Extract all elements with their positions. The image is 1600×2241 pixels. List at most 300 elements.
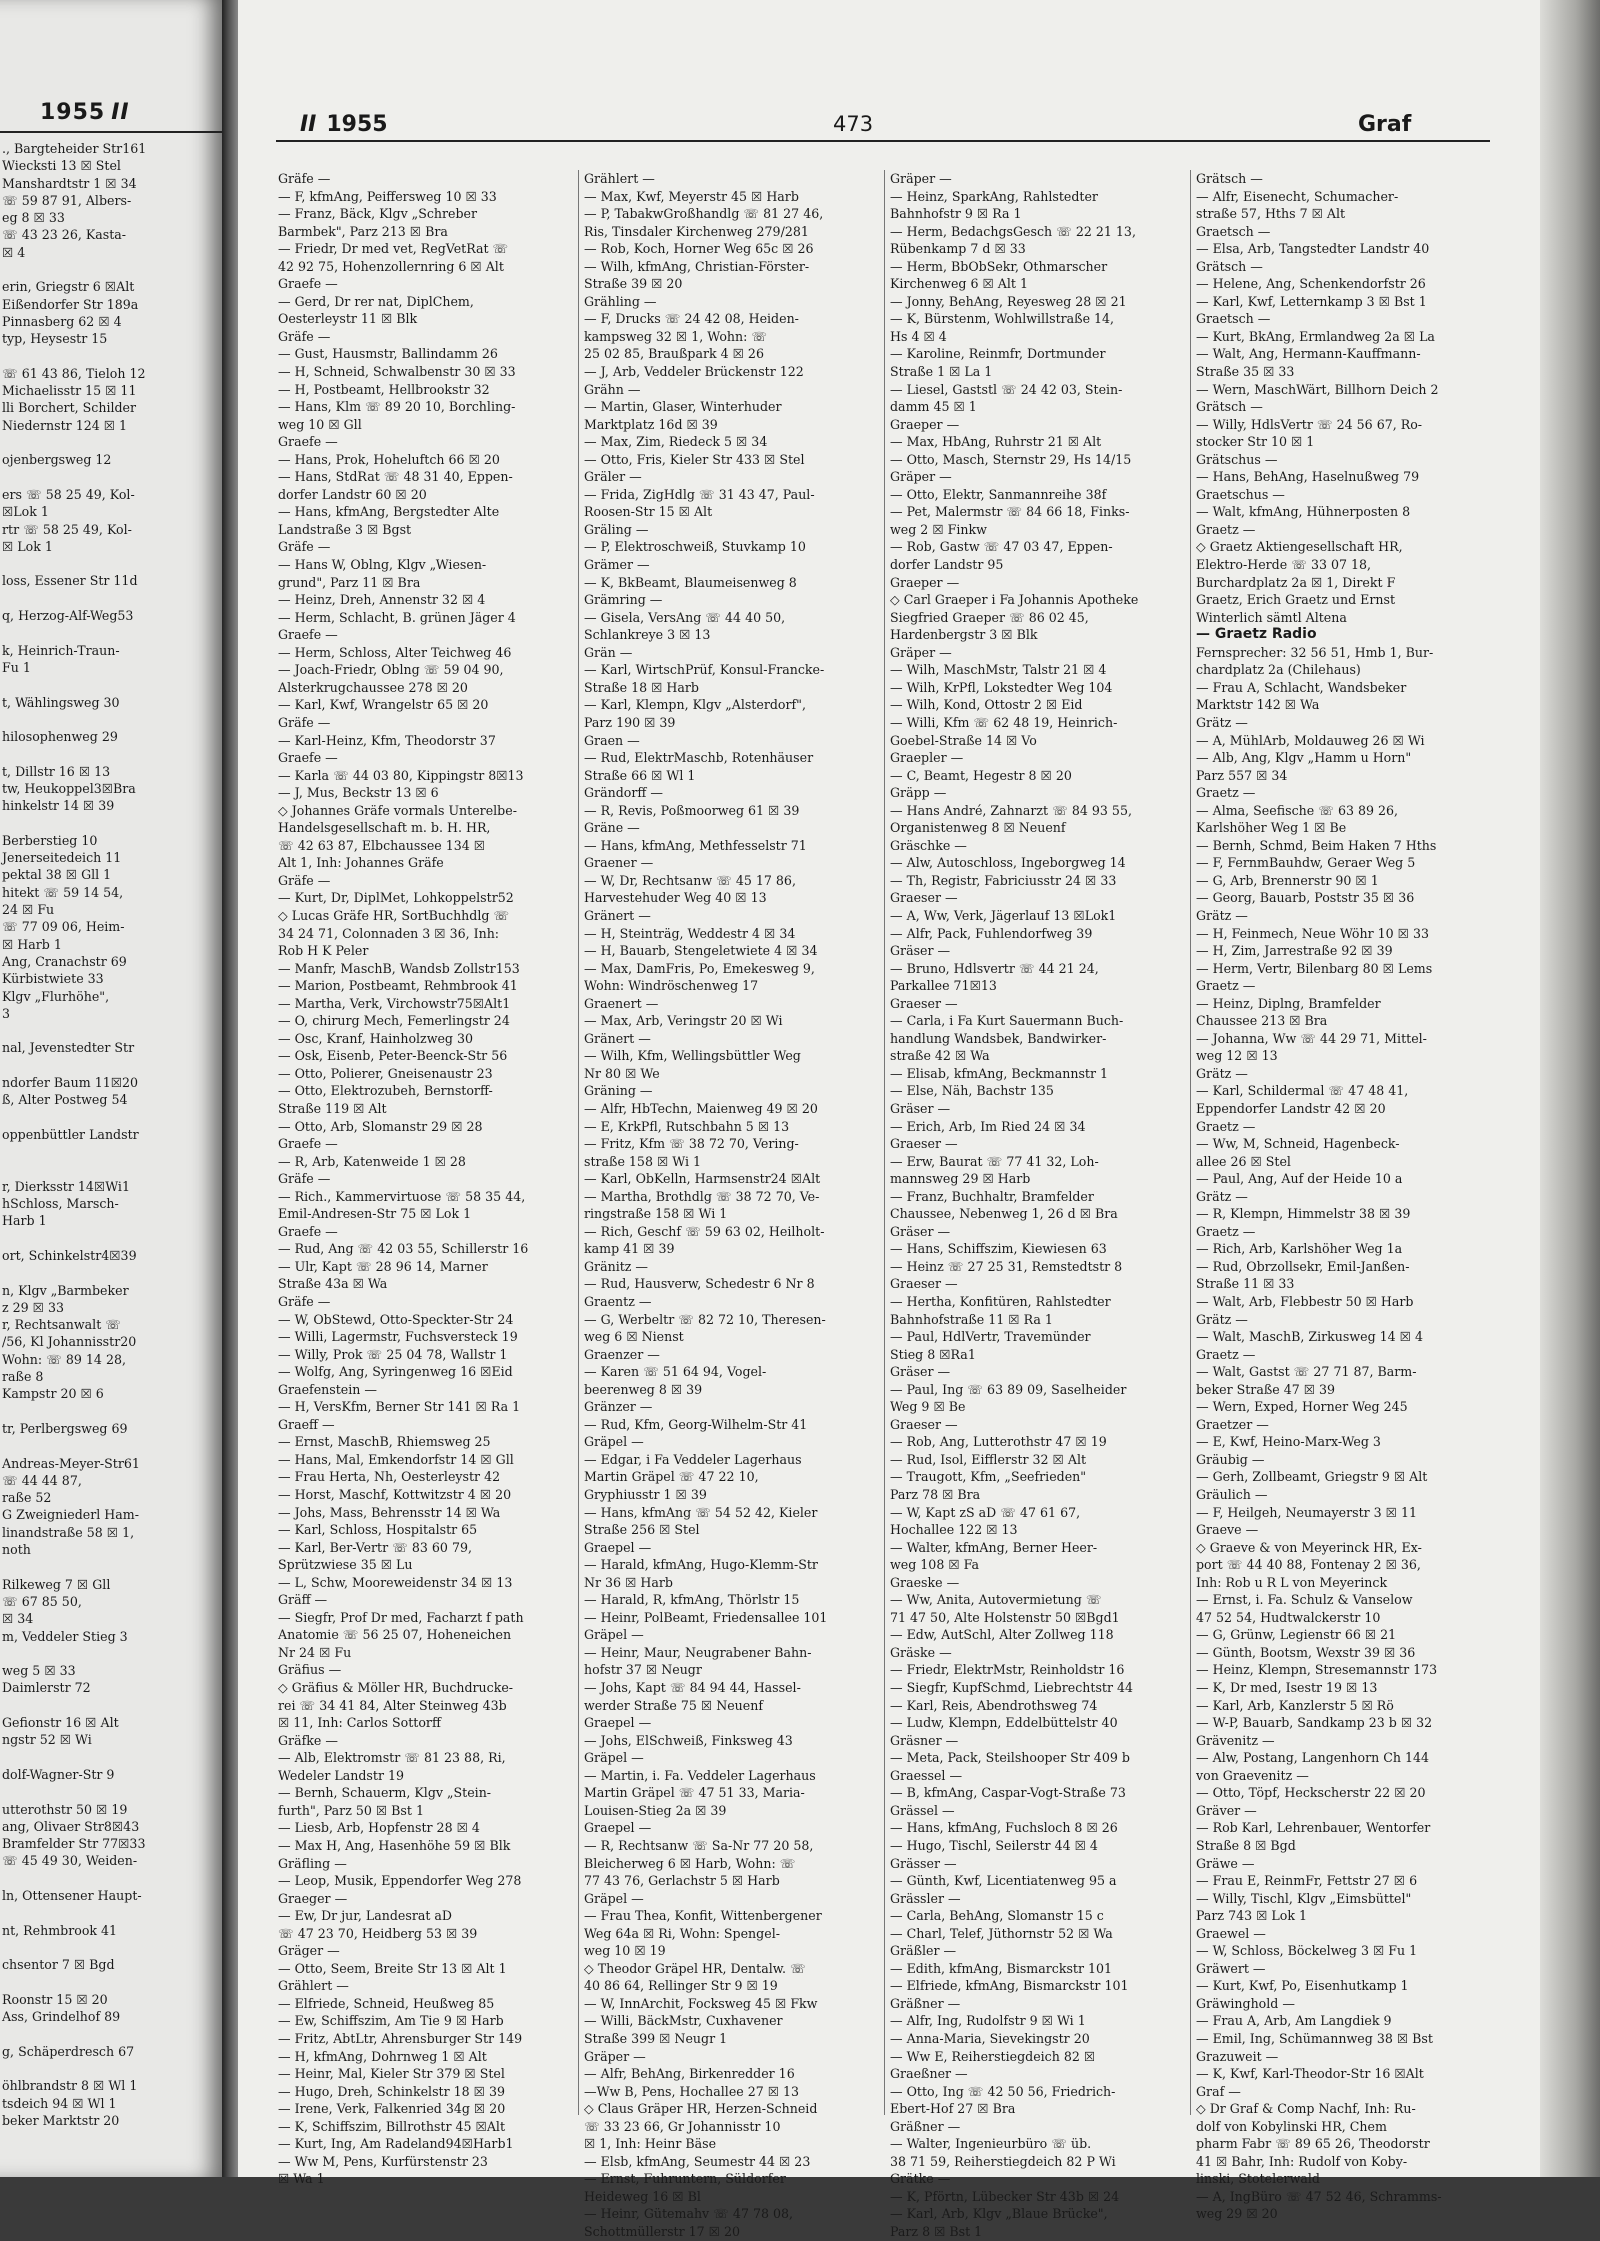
directory-entry: — R, Arb, Katenweide 1 ☒ 28	[278, 1153, 466, 1169]
surname-heading: Gräsner —	[890, 1732, 959, 1748]
directory-entry: — Siegfr, KupfSchmd, Liebrechtstr 44	[890, 1680, 1134, 1696]
surname-heading: Gräfe —	[278, 171, 331, 186]
surname-heading: Gräßler —	[890, 1943, 957, 1959]
directory-entry: — Karl, Klempn, Klgv „Alsterdorf",	[584, 697, 806, 713]
directory-entry: Parz 78 ☒ Bra	[890, 1487, 981, 1503]
directory-entry: Nr 36 ☒ Harb	[584, 1574, 673, 1590]
directory-entry: — Irene, Verk, Falkenried 34g ☒ 20	[278, 2101, 506, 2117]
directory-entry: Rob H K Peler	[278, 943, 369, 959]
directory-entry: — G, Arb, Brennerstr 90 ☒ 1	[1196, 872, 1379, 888]
directory-entry: Louisen-Stieg 2a ☒ 39	[584, 1802, 727, 1818]
directory-entry: — Carla, BehAng, Slomanstr 15 c	[890, 1908, 1104, 1924]
surname-heading: Gräff —	[278, 1592, 328, 1608]
directory-entry: kampsweg 32 ☒ 1, Wohn: ☏	[584, 328, 768, 344]
left-page-line: r, Rechtsanwalt ☏	[2, 1317, 122, 1333]
directory-entry: — Hertha, Konfitüren, Rahlstedter	[890, 1294, 1111, 1309]
directory-entry: — H, kfmAng, Dohrnweg 1 ☒ Alt	[278, 2048, 487, 2064]
directory-entry: Bahnhofstr 9 ☒ Ra 1	[890, 206, 1022, 222]
directory-entry: straße 158 ☒ Wi 1	[584, 1153, 702, 1169]
left-page-line	[2, 1973, 220, 1990]
surname-heading: Graefe —	[278, 627, 338, 643]
directory-entry: — Wern, Exped, Horner Weg 245	[1196, 1399, 1408, 1415]
surname-heading: Grändorff —	[584, 785, 663, 801]
directory-entry: Harvestehuder Weg 40 ☒ 13	[584, 890, 767, 906]
surname-heading: Grazuweit —	[1196, 2048, 1279, 2064]
surname-heading: Grähling —	[584, 293, 657, 309]
directory-entry: — Johs, Mass, Behrensstr 14 ☒ Wa	[278, 1504, 501, 1520]
surname-heading: Grätschus —	[1196, 451, 1278, 467]
directory-entry: — Leop, Musik, Eppendorfer Weg 278	[278, 1873, 522, 1889]
surname-heading: Graefe —	[278, 1223, 338, 1239]
left-page-line: g, Schäperdresch 67	[2, 2043, 135, 2059]
directory-entry: — Heinz, Dreh, Annenstr 32 ☒ 4	[278, 592, 486, 608]
left-page-line: 3	[2, 1005, 11, 1021]
surname-heading: Gräfe —	[278, 1294, 331, 1309]
left-page-line: Jenerseitedeich 11	[2, 850, 122, 866]
directory-entry: Bleicherweg 6 ☒ Harb, Wohn: ☏	[584, 1855, 796, 1871]
directory-entry: — Bruno, Hdlsvertr ☏ 44 21 24,	[890, 960, 1099, 976]
left-page-line: z 29 ☒ 33	[2, 1299, 64, 1315]
directory-entry: — Otto, Arb, Slomanstr 29 ☒ 28	[278, 1118, 483, 1134]
directory-entry: — Rud, Ang ☏ 42 03 55, Schillerstr 16	[278, 1241, 529, 1257]
directory-entry: — Alfr, Ing, Rudolfstr 9 ☒ Wi 1	[890, 2013, 1086, 2029]
directory-entry: — Ew, Schiffszim, Am Tie 9 ☒ Harb	[278, 2013, 504, 2029]
left-page-line: m, Veddeler Stieg 3	[2, 1628, 128, 1644]
left-page-line	[2, 1161, 220, 1178]
column-divider	[1190, 170, 1191, 2115]
directory-entry: beker Straße 47 ☒ 39	[1196, 1381, 1336, 1397]
directory-entry: Landstraße 3 ☒ Bgst	[278, 521, 412, 537]
directory-entry: — G, Grünw, Legienstr 66 ☒ 21	[1196, 1627, 1397, 1643]
surname-heading: Grätz —	[1196, 1188, 1248, 1204]
directory-entry: — G, Werbeltr ☏ 82 72 10, Theresen-	[584, 1311, 826, 1327]
surname-heading: Graen —	[584, 732, 640, 748]
left-page-line	[2, 1264, 220, 1281]
firm-entry: ◇ Johannes Gräfe vormals Unterelbe-	[278, 802, 517, 818]
surname-heading: Grässer —	[890, 1855, 957, 1871]
directory-entry: — Hans, kfmAng ☏ 54 52 42, Kieler	[584, 1504, 818, 1520]
surname-heading: Gräfe —	[278, 1171, 331, 1187]
directory-entry: 38 71 59, Reiherstiegdeich 82 P Wi	[890, 2153, 1116, 2169]
directory-entry: Nr 24 ☒ Fu	[278, 1644, 352, 1660]
directory-column-2	[584, 170, 880, 2241]
surname-heading: Graefe —	[278, 1136, 338, 1152]
directory-entry: — Elfriede, kfmAng, Bismarckstr 101	[890, 1978, 1129, 1994]
directory-entry: weg 12 ☒ 13	[1196, 1048, 1278, 1064]
directory-entry: Fernsprecher: 32 56 51, Hmb 1, Bur-	[1196, 644, 1434, 660]
directory-entry: — Hans, kfmAng, Fuchsloch 8 ☒ 26	[890, 1820, 1118, 1836]
left-page-line: q, Herzog-Alf-Weg53	[2, 608, 134, 624]
left-page-line: r, Dierksstr 14☒Wi1	[2, 1178, 130, 1194]
directory-entry: Eppendorfer Landstr 42 ☒ 20	[1196, 1100, 1386, 1116]
directory-entry: — Hans André, Zahnarzt ☏ 84 93 55,	[890, 802, 1132, 818]
firm-entry: ◇ Graeve & von Meyerinck HR, Ex-	[1196, 1539, 1422, 1555]
left-page-year: 1955	[40, 100, 106, 125]
left-page-line	[2, 1230, 220, 1247]
surname-heading: Gräfius —	[278, 1662, 342, 1678]
directory-entry: — Frau A, Schlacht, Wandsbeker	[1196, 679, 1407, 695]
surname-heading: Graeger —	[278, 1890, 348, 1906]
directory-entry: — Else, Näh, Bachstr 135	[890, 1083, 1054, 1099]
left-page-line: ☏ 43 23 26, Kasta-	[2, 227, 127, 243]
directory-entry: — Otto, Polierer, Gneisenaustr 23	[278, 1065, 493, 1081]
surname-heading: Gräske —	[890, 1644, 952, 1660]
directory-entry: — Max, HbAng, Ruhrstr 21 ☒ Alt	[890, 434, 1102, 450]
directory-entry: — R, Rechtsanw ☏ Sa-Nr 77 20 58,	[584, 1837, 814, 1853]
directory-entry: Hardenbergstr 3 ☒ Blk	[890, 627, 1038, 643]
directory-entry: — Rud, Isol, Eifflerstr 32 ☒ Alt	[890, 1451, 1087, 1467]
directory-entry: — W, Dr, Rechtsanw ☏ 45 17 86,	[584, 872, 796, 888]
surname-heading: Graetz —	[1196, 1346, 1256, 1362]
directory-entry: — Günth, Kwf, Licentiatenweg 95 a	[890, 1873, 1117, 1889]
left-page-line: raße 8	[2, 1369, 44, 1385]
directory-entry: Straße 35 ☒ 33	[1196, 364, 1295, 380]
left-page-line	[2, 469, 220, 486]
left-page-line: ort, Schinkelstr4☒39	[2, 1248, 137, 1263]
surname-heading: Gräning —	[584, 1083, 653, 1099]
surname-heading: Graener —	[584, 855, 654, 871]
left-page-line: Fu 1	[2, 659, 31, 675]
left-page-line	[2, 1437, 220, 1454]
directory-entry: Emil-Andresen-Str 75 ☒ Lok 1	[278, 1206, 472, 1222]
surname-heading: Gränzer —	[584, 1399, 653, 1415]
directory-entry: Weg 64a ☒ Ri, Wohn: Spengel-	[584, 1925, 780, 1941]
left-page-line: ., Bargteheider Str161	[2, 141, 147, 156]
directory-entry: — Harald, kfmAng, Hugo-Klemm-Str	[584, 1557, 818, 1573]
directory-entry: — Heinz, SparkAng, Rahlstedter	[890, 188, 1098, 204]
directory-entry: — Fritz, AbtLtr, Ahrensburger Str 149	[278, 2030, 523, 2046]
directory-entry: ☏ 47 23 70, Heidberg 53 ☒ 39	[278, 1925, 478, 1941]
directory-entry: — Alfr, Eisenecht, Schumacher-	[1196, 188, 1399, 204]
directory-entry: 71 47 50, Alte Holstenstr 50 ☒Bgd1	[890, 1609, 1120, 1625]
left-page-line: ngstr 52 ☒ Wi	[2, 1732, 92, 1748]
directory-entry: — Max, DamFris, Po, Emekesweg 9,	[584, 960, 815, 976]
left-page-line	[2, 711, 220, 728]
firm-entry: ◇ Carl Graeper i Fa Johannis Apotheke	[890, 592, 1139, 608]
directory-entry: — Willi, BäckMstr, Cuxhavener	[584, 2013, 783, 2029]
left-page-line	[2, 261, 220, 278]
surname-heading: Gräfe —	[278, 539, 331, 555]
left-page-line: Andreas-Meyer-Str61	[2, 1455, 140, 1471]
surname-heading: Grämring —	[584, 592, 663, 608]
left-page-line: Pinnasberg 62 ☒ 4	[2, 313, 122, 329]
directory-entry: ☏ 42 63 87, Elbchaussee 134 ☒	[278, 837, 486, 853]
surname-heading: Gränert —	[584, 907, 651, 923]
directory-entry: ringstraße 158 ☒ Wi 1	[584, 1206, 728, 1222]
left-page-line: hinkelstr 14 ☒ 39	[2, 798, 115, 814]
directory-entry: — Frau E, ReinmFr, Fettstr 27 ☒ 6	[1196, 1873, 1418, 1889]
directory-entry: — Heinr, PolBeamt, Friedensallee 101	[584, 1609, 828, 1625]
directory-entry: — Martha, Verk, Virchowstr75☒Alt1	[278, 995, 511, 1011]
directory-entry: — Wilh, kfmAng, Christian-Förster-	[584, 258, 810, 274]
left-page-line	[2, 590, 220, 607]
directory-entry: — K, BkBeamt, Blaumeisenweg 8	[584, 574, 797, 590]
surname-heading: Grässler —	[890, 1890, 961, 1906]
directory-entry: — F, Drucks ☏ 24 42 08, Heiden-	[584, 311, 799, 327]
directory-entry: 40 86 64, Rellinger Str 9 ☒ 19	[584, 1978, 778, 1994]
surname-heading: Graetz —	[1196, 1118, 1256, 1134]
directory-entry: — Willy, Prok ☏ 25 04 78, Wallstr 1	[278, 1346, 508, 1362]
surname-heading: Graeser —	[890, 890, 958, 906]
directory-entry: — Meta, Pack, Steilshooper Str 409 b	[890, 1750, 1130, 1766]
directory-entry: — Otto, Seem, Breite Str 13 ☒ Alt 1	[278, 1960, 507, 1976]
directory-entry: — Hans, kfmAng, Methfesselstr 71	[584, 837, 807, 853]
left-page-header-rule	[0, 131, 222, 133]
directory-entry: — Rob, Ang, Lutterothstr 47 ☒ 19	[890, 1434, 1107, 1450]
directory-entry: — Alw, Postang, Langenhorn Ch 144	[1196, 1750, 1429, 1766]
left-page-line: Ass, Grindelhof 89	[2, 2009, 121, 2025]
directory-entry: weg 29 ☒ 20	[1196, 2206, 1278, 2222]
left-page-line: Berberstieg 10	[2, 832, 98, 848]
left-page-line: linandstraße 58 ☒ 1,	[2, 1524, 135, 1540]
directory-column-4	[1196, 170, 1492, 2223]
left-page-line	[2, 1022, 220, 1039]
surname-heading: Gräßner —	[890, 2118, 961, 2134]
directory-entry: — Willi, Kfm ☏ 62 48 19, Heinrich-	[890, 714, 1118, 730]
left-page-line: Ang, Cranachstr 69	[2, 953, 127, 969]
directory-entry: — Hans, kfmAng, Bergstedter Alte	[278, 504, 500, 520]
directory-entry: — W, InnArchit, Focksweg 45 ☒ Fkw	[584, 1995, 818, 2011]
directory-entry: Organistenweg 8 ☒ Neuenf	[890, 820, 1066, 836]
surname-heading: Gräwe —	[1196, 1855, 1255, 1871]
directory-entry: — Hans, BehAng, Haselnußweg 79	[1196, 469, 1420, 485]
directory-entry: — K, Schiffszim, Billrothstr 45 ☒Alt	[278, 2118, 506, 2134]
directory-entry: Gryphiusstr 1 ☒ 39	[584, 1487, 707, 1503]
directory-entry: Oesterleystr 11 ☒ Blk	[278, 311, 418, 327]
left-page-line: Roonstr 15 ☒ 20	[2, 1991, 108, 2007]
left-page-line: Kürbistwiete 33	[2, 971, 104, 987]
directory-entry: — Hans, Prok, Hoheluftch 66 ☒ 20	[278, 451, 500, 467]
directory-entry: Ebert-Hof 27 ☒ Bra	[890, 2101, 1016, 2117]
directory-entry: Parkallee 71☒13	[890, 978, 997, 994]
directory-entry: — Paul, HdlVertr, Travemünder	[890, 1329, 1091, 1345]
surname-heading: Grätsch —	[1196, 399, 1263, 415]
directory-entry: — Elfriede, Schneid, Heußweg 85	[278, 1995, 495, 2011]
left-page-line: k, Heinrich-Traun-	[2, 642, 120, 658]
surname-heading: Grätz —	[1196, 1065, 1248, 1081]
directory-entry: — Rob Karl, Lehrenbauer, Wentorfer	[1196, 1820, 1431, 1836]
surname-heading: Gräser —	[890, 1100, 951, 1116]
surname-heading: Gräpel —	[584, 1627, 644, 1643]
right-page-header-year	[300, 112, 388, 137]
directory-entry: straße 42 ☒ Wa	[890, 1048, 990, 1064]
left-page	[0, 0, 222, 2177]
directory-entry: — Otto, Ing ☏ 42 50 56, Friedrich-	[890, 2083, 1116, 2099]
surname-heading: Graeper —	[890, 416, 960, 432]
directory-entry: — Elisab, kfmAng, Beckmannstr 1	[890, 1065, 1109, 1081]
directory-entry: — Rud, Hausverw, Schedestr 6 Nr 8	[584, 1276, 815, 1292]
directory-entry: — Marion, Postbeamt, Rehmbrook 41	[278, 978, 518, 994]
directory-entry: — Gerh, Zollbeamt, Griegstr 9 ☒ Alt	[1196, 1469, 1428, 1485]
directory-entry: Goebel-Straße 14 ☒ Vo	[890, 732, 1037, 748]
left-page-line: Manshardtstr 1 ☒ 34	[2, 175, 137, 191]
directory-entry: — L, Schw, Mooreweidenstr 34 ☒ 13	[278, 1574, 513, 1590]
directory-entry: — Jonny, BehAng, Reyesweg 28 ☒ 21	[890, 293, 1127, 309]
surname-heading: Graepel —	[584, 1539, 652, 1555]
directory-entry: — Herm, Vertr, Bilenbarg 80 ☒ Lems	[1196, 960, 1433, 976]
directory-entry: Parz 557 ☒ 34	[1196, 767, 1288, 783]
directory-entry: ☏ 33 23 66, Gr Johannisstr 10	[584, 2118, 781, 2134]
directory-entry: — F, FernmBauhdw, Geraer Weg 5	[1196, 855, 1416, 871]
directory-entry: — Charl, Telef, Jüthornstr 52 ☒ Wa	[890, 1925, 1113, 1941]
page-edge	[1540, 0, 1600, 2177]
left-page-line: ers ☏ 58 25 49, Kol-	[2, 486, 135, 502]
left-page-line: rtr ☏ 58 25 49, Kol-	[2, 521, 132, 537]
surname-heading: Graetzer —	[1196, 1416, 1269, 1432]
left-page-line: Niedernstr 124 ☒ 1	[2, 417, 128, 433]
directory-entry: — H, Zim, Jarrestraße 92 ☒ 39	[1196, 943, 1393, 959]
surname-heading: Graepel —	[584, 1715, 652, 1731]
firm-entry: ◇ Gräfius & Möller HR, Buchdrucke-	[278, 1680, 514, 1696]
directory-entry: — Anna-Maria, Sievekingstr 20	[890, 2030, 1090, 2046]
directory-entry: Wedeler Landstr 19	[278, 1767, 405, 1783]
directory-entry: — R, Klempn, Himmelstr 38 ☒ 39	[1196, 1206, 1411, 1222]
surname-heading: Gräser —	[890, 1364, 951, 1380]
left-page-line: hilosophenweg 29	[2, 729, 118, 745]
directory-entry: rei ☏ 34 41 84, Alter Steinweg 43b	[278, 1697, 507, 1713]
directory-entry: — Wern, MaschWärt, Billhorn Deich 2	[1196, 381, 1439, 397]
directory-entry: — Rob, Koch, Horner Weg 65c ☒ 26	[584, 241, 814, 257]
directory-entry: — Otto, Töpf, Heckscherstr 22 ☒ 20	[1196, 1785, 1426, 1801]
directory-entry: — Edith, kfmAng, Bismarckstr 101	[890, 1960, 1113, 1976]
directory-entry: ☒ Wa 1	[278, 2171, 325, 2187]
directory-entry: — Willy, HdlsVertr ☏ 24 56 67, Ro-	[1196, 416, 1423, 432]
directory-entry: — Martin, i. Fa. Veddeler Lagerhaus	[584, 1767, 816, 1783]
directory-entry: — F, Heilgeh, Neumayerstr 3 ☒ 11	[1196, 1504, 1418, 1520]
directory-entry: weg 2 ☒ Finkw	[890, 521, 987, 537]
surname-heading: Gräser —	[890, 1223, 951, 1239]
surname-heading: Gräfe —	[278, 328, 331, 344]
directory-entry: — Liesel, Gaststl ☏ 24 42 03, Stein-	[890, 381, 1123, 397]
directory-entry: — Karl, Schloss, Hospitalstr 65	[278, 1522, 478, 1538]
directory-entry: — Siegfr, Prof Dr med, Facharzt f path	[278, 1609, 524, 1625]
directory-entry: — Bernh, Schauerm, Klgv „Stein-	[278, 1785, 492, 1801]
directory-entry: linski, Stotelerwald	[1196, 2171, 1320, 2187]
directory-entry: — Gerd, Dr rer nat, DiplChem,	[278, 293, 474, 309]
directory-entry: — Osk, Eisenb, Peter-Beenck-Str 56	[278, 1048, 508, 1064]
directory-entry: — Elsb, kfmAng, Seumestr 44 ☒ 23	[584, 2153, 811, 2169]
directory-entry: — J, Arb, Veddeler Brückenstr 122	[584, 364, 804, 380]
directory-entry: Nr 80 ☒ We	[584, 1065, 660, 1081]
directory-entry: — Carla, i Fa Kurt Sauermann Buch-	[890, 1013, 1124, 1029]
directory-entry: — Otto, Fris, Kieler Str 433 ☒ Stel	[584, 451, 805, 467]
directory-entry: — Heinr, Maur, Neugrabener Bahn-	[584, 1644, 812, 1660]
directory-entry: Straße 1 ☒ La 1	[890, 364, 993, 380]
directory-entry: — Frau A, Arb, Am Langdiek 9	[1196, 2013, 1392, 2029]
surname-heading: Gräper —	[890, 469, 952, 485]
directory-entry: — Günth, Bootsm, Wexstr 39 ☒ 36	[1196, 1644, 1416, 1660]
surname-heading: Graetz —	[1196, 1223, 1256, 1239]
directory-entry: 42 92 75, Hohenzollernring 6 ☒ Alt	[278, 258, 504, 274]
left-page-line: pektal 38 ☒ Gll 1	[2, 867, 112, 883]
directory-entry: — Emil, Ing, Schümannweg 38 ☒ Bst	[1196, 2030, 1433, 2046]
surname-heading: Gräper —	[890, 644, 952, 660]
directory-entry: — Kurt, BkAng, Ermlandweg 2a ☒ La	[1196, 328, 1435, 344]
left-page-entries	[2, 140, 220, 2129]
directory-entry: — Gisela, VersAng ☏ 44 40 50,	[584, 609, 786, 625]
directory-entry: Straße 399 ☒ Neugr 1	[584, 2030, 728, 2046]
directory-entry: — H, VersKfm, Berner Str 141 ☒ Ra 1	[278, 1399, 521, 1415]
directory-entry: — H, Postbeamt, Hellbrookstr 32	[278, 381, 490, 397]
directory-entry: — Hugo, Tischl, Seilerstr 44 ☒ 4	[890, 1837, 1098, 1853]
directory-entry: — Alb, Elektromstr ☏ 81 23 88, Ri,	[278, 1750, 506, 1766]
directory-entry: — Fritz, Kfm ☏ 38 72 70, Vering-	[584, 1136, 799, 1152]
directory-entry: — Walt, MaschB, Zirkusweg 14 ☒ 4	[1196, 1329, 1423, 1345]
left-page-line	[2, 624, 220, 641]
directory-entry: — Erich, Arb, Im Ried 24 ☒ 34	[890, 1118, 1086, 1134]
directory-entry: — P, Elektroschweiß, Stuvkamp 10	[584, 539, 806, 555]
directory-entry: — Karl, Arb, Klgv „Blaue Brücke",	[890, 2206, 1108, 2222]
left-page-line: Harb 1	[2, 1213, 47, 1229]
directory-entry: mannsweg 29 ☒ Harb	[890, 1171, 1031, 1187]
directory-entry: — Otto, Elektr, Sanmannreihe 38f	[890, 486, 1107, 502]
directory-entry: — F, kfmAng, Peiffersweg 10 ☒ 33	[278, 188, 497, 204]
left-page-line	[2, 1558, 220, 1575]
directory-entry: Elektro-Herde ☏ 33 07 18,	[1196, 557, 1372, 573]
directory-entry: Karlshöher Weg 1 ☒ Be	[1196, 820, 1347, 836]
left-page-line: nt, Rehmbrook 41	[2, 1922, 118, 1938]
surname-heading: Graeßner —	[890, 2066, 968, 2082]
surname-heading: Graeser —	[890, 1416, 958, 1432]
directory-entry: Winterlich sämtl Altena	[1196, 609, 1347, 625]
directory-entry: — E, Kwf, Heino-Marx-Weg 3	[1196, 1434, 1381, 1450]
directory-entry: kamp 41 ☒ 39	[584, 1241, 675, 1257]
left-page-line	[2, 1749, 220, 1766]
directory-entry: — Hans, StdRat ☏ 48 31 40, Eppen-	[278, 469, 513, 485]
directory-entry: Chaussee, Nebenweg 1, 26 d ☒ Bra	[890, 1206, 1118, 1222]
left-page-line: raße 52	[2, 1490, 52, 1506]
surname-heading: Gränitz —	[584, 1258, 649, 1274]
directory-entry: Barmbek", Parz 213 ☒ Bra	[278, 223, 448, 239]
directory-entry: damm 45 ☒ 1	[890, 399, 977, 415]
left-page-line: Klgv „Flurhöhe",	[2, 988, 110, 1004]
left-page-line: ang, Olivaer Str8☒43	[2, 1818, 140, 1834]
directory-entry: — Heinr, Gütemahv ☏ 47 78 08,	[584, 2206, 794, 2222]
surname-heading: Graeve —	[1196, 1522, 1259, 1538]
directory-entry: — W, Schloss, Böckelweg 3 ☒ Fu 1	[1196, 1943, 1418, 1959]
left-page-line: G Zweigniederl Ham-	[2, 1507, 139, 1523]
directory-entry: pharm Fabr ☏ 89 65 26, Theodorstr	[1196, 2136, 1430, 2152]
directory-entry: — Frau Thea, Konfit, Wittenbergener	[584, 1908, 822, 1924]
directory-entry: — Herm, BbObSekr, Othmarscher	[890, 258, 1108, 274]
directory-entry: — Walter, Ingenieurbüro ☏ üb.	[890, 2136, 1092, 2152]
surname-heading: Grän —	[584, 644, 633, 660]
surname-heading: Gräfling —	[278, 1855, 347, 1871]
directory-entry: dorfer Landstr 95	[890, 557, 1004, 573]
surname-heading: Graentz —	[584, 1294, 652, 1309]
left-page-line: tw, Heukoppel3☒Bra	[2, 780, 136, 796]
directory-entry: werder Straße 75 ☒ Neuenf	[584, 1697, 764, 1713]
left-page-line: ☒Lok 1	[2, 504, 49, 520]
directory-entry: allee 26 ☒ Stel	[1196, 1153, 1291, 1169]
directory-entry: — Walter, kfmAng, Berner Heer-	[890, 1539, 1098, 1555]
left-page-line: erin, Griegstr 6 ☒Alt	[2, 279, 135, 295]
surname-heading: Graeper —	[890, 574, 960, 590]
directory-entry: — Franz, Bäck, Klgv „Schreber	[278, 206, 478, 222]
directory-entry: — Liesb, Arb, Hopfenstr 28 ☒ 4	[278, 1820, 480, 1836]
directory-entry: Martin Gräpel ☏ 47 51 33, Maria-	[584, 1785, 805, 1801]
left-page-line	[2, 2060, 220, 2077]
directory-entry: Hs 4 ☒ 4	[890, 328, 947, 344]
directory-entry: — O, chirurg Mech, Femerlingstr 24	[278, 1013, 510, 1029]
surname-heading: Grämer —	[584, 557, 650, 573]
surname-heading: Gräser —	[890, 943, 951, 959]
surname-heading: Graenzer —	[584, 1346, 660, 1362]
left-page-line: öhlbrandstr 8 ☒ Wl 1	[2, 2078, 138, 2094]
surname-heading: Graepel —	[584, 1820, 652, 1836]
firm-entry: ◇ Dr Graf & Comp Nachf, Inh: Ru-	[1196, 2101, 1416, 2117]
directory-entry: Parz 8 ☒ Bst 1	[890, 2223, 983, 2239]
